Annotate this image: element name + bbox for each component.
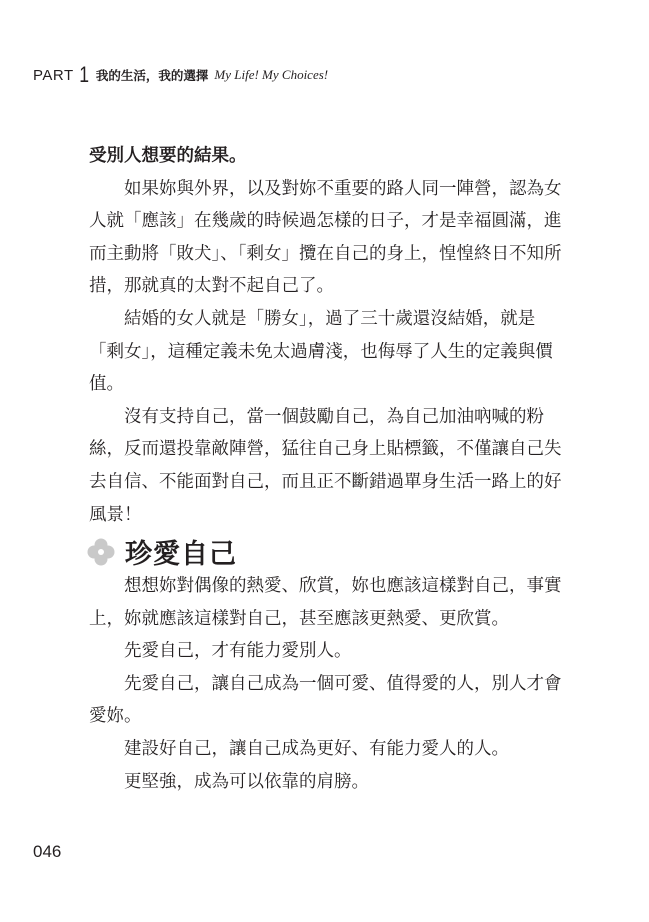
paragraph: 建設好自己，讓自己成為更好、有能力愛人的人。 <box>124 738 509 759</box>
section-two-text <box>89 570 564 798</box>
paragraph: 如果妳與外界，以及對妳不重要的路人同一陣營，認為女人就「應該」在幾歲的時候過怎樣的日子，才是幸福圓滿，進而主動將「敗犬」、「剩女」攬在自己的身上，惶惶終日不知所措，那就真的太對不起自己了。 <box>89 178 562 297</box>
paragraph: 沒有支持自己，當一個鼓勵自己，為自己加油吶喊的粉絲，反而還投靠敵陣營，猛往自己身上貼標籤，不僅讓自己失去自信、不能面對自己，而且正不斷錯過單身生活一路上的好風景！ <box>89 406 562 525</box>
section-title: 珍愛自己 <box>125 539 237 570</box>
running-header <box>33 62 328 88</box>
section-heading <box>86 532 237 571</box>
page-number: 046 <box>33 842 62 861</box>
chapter-title-chinese: 我的生活，我的選擇 <box>95 68 209 83</box>
part-number: 1 <box>78 62 89 87</box>
paragraph: 想想妳對偶像的熱愛、欣賞，妳也應該這樣對自己，事實上，妳就應該這樣對自己，甚至應該更熱愛、更欣賞。 <box>89 576 562 629</box>
paragraph: 結婚的女人就是「勝女」，過了三十歲還沒結婚，就是「剩女」，這種定義未免太過膚淺，也侮辱了人生的定義與價值。 <box>89 308 553 395</box>
clover-icon <box>86 537 116 567</box>
paragraph: 先愛自己，讓自己成為一個可愛、值得愛的人，別人才會愛妳。 <box>89 673 562 727</box>
chapter-title-english: My Life! My Choices! <box>214 67 329 82</box>
section-one-text <box>89 140 564 531</box>
paragraph: 先愛自己，才有能力愛別人。 <box>124 641 352 662</box>
paragraph: 更堅強，成為可以依靠的肩膀。 <box>124 771 369 792</box>
paragraph-continuation: 受別人想要的結果。 <box>89 146 247 166</box>
part-label: PART <box>33 66 74 84</box>
